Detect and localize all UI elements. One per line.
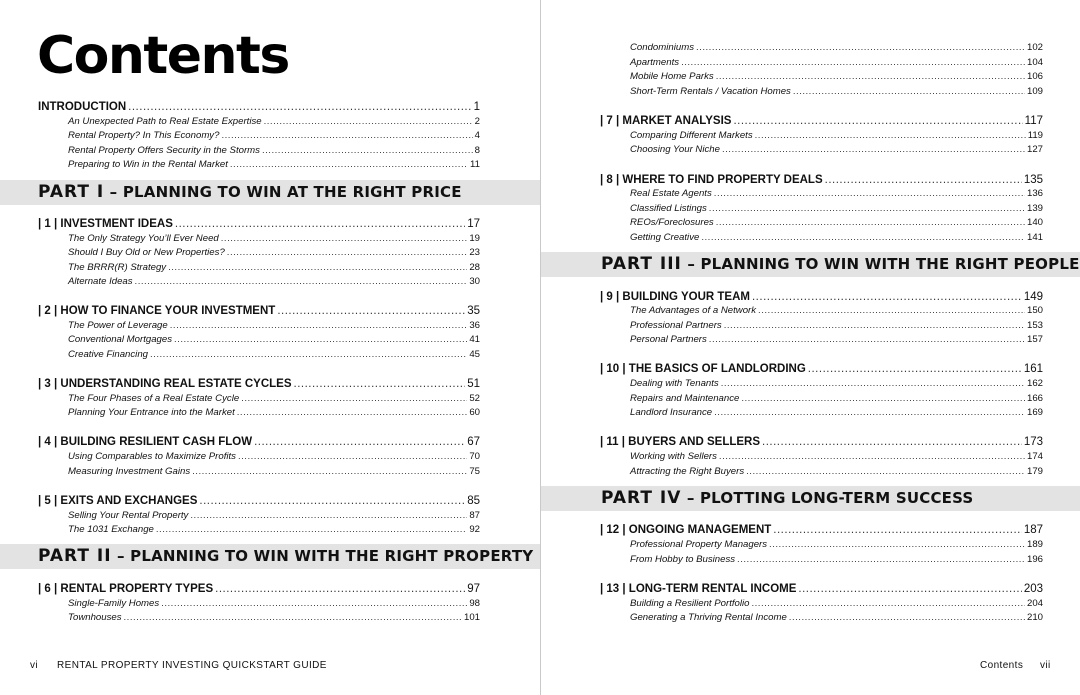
dot-leader xyxy=(128,99,471,115)
dot-leader xyxy=(230,158,468,172)
dot-leader xyxy=(701,231,1025,245)
page-number: 28 xyxy=(469,262,480,273)
toc-entry[interactable] xyxy=(630,333,1043,347)
dot-leader xyxy=(215,581,465,597)
toc-entry[interactable] xyxy=(630,231,1043,245)
toc-entry[interactable] xyxy=(68,611,480,625)
part-title: PLOTTING LONG-TERM SUCCESS xyxy=(699,489,974,507)
dot-leader xyxy=(746,465,1025,479)
part-heading xyxy=(38,544,533,569)
part-number: PART I xyxy=(38,182,105,202)
toc-entry[interactable] xyxy=(630,187,1043,201)
dot-leader xyxy=(769,538,1025,552)
page-number: 179 xyxy=(1026,466,1043,477)
dot-leader xyxy=(733,113,1022,129)
dot-leader xyxy=(716,216,1025,230)
dot-leader xyxy=(696,41,1025,55)
page-number: 1 xyxy=(473,101,480,113)
entry-label: Conventional Mortgages xyxy=(68,334,172,345)
entry-label: Classified Listings xyxy=(630,203,707,214)
dot-leader xyxy=(808,361,1022,377)
page-number: 45 xyxy=(469,349,480,360)
entry-label: Choosing Your Niche xyxy=(630,144,720,155)
page-number: 30 xyxy=(469,276,480,287)
entry-label: Rental Property Offers Security in the Storms xyxy=(68,145,260,156)
page-number: 189 xyxy=(1026,539,1043,550)
chapter-label: | 7 | MARKET ANALYSIS xyxy=(600,115,732,127)
dot-leader xyxy=(751,597,1025,611)
page-number: 196 xyxy=(1026,554,1043,565)
page-number: 75 xyxy=(469,466,480,477)
page-number: 204 xyxy=(1026,598,1043,609)
toc-entry[interactable] xyxy=(630,70,1043,84)
dot-leader xyxy=(758,304,1025,318)
dot-leader xyxy=(264,115,473,129)
dot-leader xyxy=(170,319,468,333)
dot-leader xyxy=(755,129,1026,143)
dot-leader xyxy=(714,406,1025,420)
toc-entry[interactable] xyxy=(630,41,1043,55)
entry-label: An Unexpected Path to Real Estate Expertise xyxy=(68,116,262,127)
toc-entry[interactable] xyxy=(630,129,1043,143)
dot-leader xyxy=(681,56,1025,70)
page-number: 136 xyxy=(1026,188,1043,199)
entry-label: Selling Your Rental Property xyxy=(68,510,189,521)
dot-leader xyxy=(793,85,1025,99)
part-number: PART IV xyxy=(601,488,682,508)
dot-leader xyxy=(716,70,1025,84)
page-number: 157 xyxy=(1026,334,1043,345)
toc-entry[interactable] xyxy=(68,450,480,464)
chapter-label: | 9 | BUILDING YOUR TEAM xyxy=(600,291,750,303)
page-number: 135 xyxy=(1023,174,1043,186)
entry-label: Apartments xyxy=(630,57,680,68)
page-number: 139 xyxy=(1026,203,1043,214)
page-number: 141 xyxy=(1026,232,1043,243)
dot-leader xyxy=(175,216,465,232)
page-number: 8 xyxy=(474,145,480,156)
toc-chapter-6[interactable] xyxy=(38,581,480,597)
page-number: 153 xyxy=(1026,320,1043,331)
chapter-label: | 1 | INVESTMENT IDEAS xyxy=(38,218,173,230)
entry-label: Alternate Ideas xyxy=(68,276,133,287)
toc-entry[interactable] xyxy=(630,597,1043,611)
part-banner-3 xyxy=(541,252,1080,277)
page-number: 149 xyxy=(1023,291,1043,303)
page-title: Contents xyxy=(37,26,289,86)
right-page xyxy=(540,0,1080,695)
dot-leader xyxy=(238,450,467,464)
toc-entry[interactable] xyxy=(630,611,1043,625)
dot-leader xyxy=(161,597,467,611)
toc-entry[interactable] xyxy=(68,348,480,362)
part-banner-4 xyxy=(541,486,1080,511)
page-number: 173 xyxy=(1023,436,1043,448)
dot-leader xyxy=(262,144,473,158)
toc-entry[interactable] xyxy=(630,406,1043,420)
dot-leader xyxy=(722,143,1025,157)
chapter-label: | 12 | ONGOING MANAGEMENT xyxy=(600,524,772,536)
dot-leader xyxy=(719,450,1025,464)
dot-leader xyxy=(135,275,468,289)
dot-leader xyxy=(714,187,1025,201)
page-number: 4 xyxy=(474,130,480,141)
dot-leader xyxy=(221,129,472,143)
toc-entry[interactable] xyxy=(68,465,480,479)
toc-chapter-9[interactable] xyxy=(600,289,1043,305)
entry-label: Preparing to Win in the Rental Market xyxy=(68,159,228,170)
page-number: 2 xyxy=(474,116,480,127)
chapter-label: | 11 | BUYERS AND SELLERS xyxy=(600,436,761,448)
page-number: 60 xyxy=(469,407,480,418)
entry-label: Comparing Different Markets xyxy=(630,130,753,141)
page-number: 87 xyxy=(469,510,480,521)
page-number: 140 xyxy=(1026,217,1043,228)
toc-entry[interactable] xyxy=(630,319,1043,333)
entry-label: Creative Financing xyxy=(68,349,148,360)
dot-leader xyxy=(724,319,1025,333)
part-dash: – xyxy=(687,255,696,273)
chapter-label: | 4 | BUILDING RESILIENT CASH FLOW xyxy=(38,436,253,448)
toc-entry[interactable] xyxy=(68,261,480,275)
part-number: PART III xyxy=(601,254,682,274)
entry-label: The Advantages of a Network xyxy=(630,305,757,316)
page-number: 23 xyxy=(469,247,480,258)
entry-label: Building a Resilient Portfolio xyxy=(630,598,750,609)
entry-label: Personal Partners xyxy=(630,334,707,345)
dot-leader xyxy=(221,232,468,246)
part-title: PLANNING TO WIN AT THE RIGHT PRICE xyxy=(122,183,462,201)
chapter-label: | 13 | LONG-TERM RENTAL INCOME xyxy=(600,583,797,595)
entry-label: Dealing with Tenants xyxy=(630,378,719,389)
chapter-label: | 2 | HOW TO FINANCE YOUR INVESTMENT xyxy=(38,305,276,317)
toc-entry[interactable] xyxy=(68,246,480,260)
entry-label: Using Comparables to Maximize Profits xyxy=(68,451,236,462)
dot-leader xyxy=(168,261,467,275)
footer-book-title: RENTAL PROPERTY INVESTING QUICKSTART GUIDE xyxy=(57,660,327,671)
toc-entry[interactable] xyxy=(630,216,1043,230)
toc-chapter-5[interactable] xyxy=(38,493,480,509)
entry-label: The Power of Leverage xyxy=(68,320,168,331)
chapter-label: | 8 | WHERE TO FIND PROPERTY DEALS xyxy=(600,174,823,186)
footer-page-number: vii xyxy=(1040,660,1051,671)
toc-entry[interactable] xyxy=(630,85,1043,99)
entry-label: REOs/Foreclosures xyxy=(630,217,714,228)
dot-leader xyxy=(773,522,1022,538)
page-number: 169 xyxy=(1026,407,1043,418)
page-number: 117 xyxy=(1024,115,1043,127)
dot-leader xyxy=(752,289,1022,305)
toc-entry[interactable] xyxy=(68,319,480,333)
toc-entry[interactable] xyxy=(630,450,1043,464)
toc-entry[interactable] xyxy=(630,392,1043,406)
page-number: 52 xyxy=(469,393,480,404)
page-number: 11 xyxy=(470,159,480,170)
dot-leader xyxy=(789,611,1025,625)
entry-label: From Hobby to Business xyxy=(630,554,736,565)
toc-entry[interactable] xyxy=(68,144,480,158)
toc-chapter-2[interactable] xyxy=(38,303,480,319)
chapter-label: | 5 | EXITS AND EXCHANGES xyxy=(38,495,198,507)
entry-label: Single-Family Homes xyxy=(68,598,160,609)
dot-leader xyxy=(277,303,465,319)
dot-leader xyxy=(741,392,1025,406)
entry-label: Repairs and Maintenance xyxy=(630,393,740,404)
toc-chapter-10[interactable] xyxy=(600,361,1043,377)
page-number: 203 xyxy=(1023,583,1043,595)
page-number: 67 xyxy=(467,436,480,448)
toc-entry[interactable] xyxy=(68,509,480,523)
toc-entry[interactable] xyxy=(68,275,480,289)
dot-leader xyxy=(721,377,1025,391)
entry-label: Real Estate Agents xyxy=(630,188,712,199)
chapter-label: | 6 | RENTAL PROPERTY TYPES xyxy=(38,583,214,595)
toc-chapter-introduction[interactable] xyxy=(38,99,480,115)
toc-entry[interactable] xyxy=(68,115,480,129)
part-title: PLANNING TO WIN WITH THE RIGHT PEOPLE xyxy=(700,255,1080,273)
page-number: 166 xyxy=(1026,393,1043,404)
page-number: 35 xyxy=(467,305,480,317)
entry-label: Townhouses xyxy=(68,612,122,623)
toc-entry[interactable] xyxy=(68,158,480,172)
page-number: 187 xyxy=(1023,524,1043,536)
toc-chapter-8[interactable] xyxy=(600,172,1043,188)
entry-label: Landlord Insurance xyxy=(630,407,713,418)
page-number: 98 xyxy=(469,598,480,609)
entry-label: Attracting the Right Buyers xyxy=(630,466,745,477)
toc-entry[interactable] xyxy=(68,232,480,246)
toc-entry[interactable] xyxy=(630,465,1043,479)
footer-section-name: Contents xyxy=(980,660,1024,671)
part-dash: – xyxy=(117,547,125,565)
dot-leader xyxy=(190,509,467,523)
part-banner-1 xyxy=(0,180,540,205)
part-heading xyxy=(601,486,973,511)
entry-label: The 1031 Exchange xyxy=(68,524,154,535)
entry-label: Planning Your Entrance into the Market xyxy=(68,407,235,418)
toc-entry[interactable] xyxy=(68,333,480,347)
dot-leader xyxy=(192,465,467,479)
toc-entry[interactable] xyxy=(630,56,1043,70)
page-number: 92 xyxy=(469,524,480,535)
dot-leader xyxy=(825,172,1022,188)
page-number: 51 xyxy=(467,378,480,390)
toc-entry[interactable] xyxy=(68,597,480,611)
part-number: PART II xyxy=(38,546,112,566)
page-number: 101 xyxy=(463,612,480,623)
entry-label: The BRRR(R) Strategy xyxy=(68,262,167,273)
page-number: 17 xyxy=(467,218,480,230)
dot-leader xyxy=(156,523,467,537)
page-number: 210 xyxy=(1026,612,1043,623)
part-heading xyxy=(601,252,1080,277)
toc-chapter-12[interactable] xyxy=(600,522,1043,538)
dot-leader xyxy=(199,493,465,509)
toc-entry[interactable] xyxy=(630,304,1043,318)
page-number: 70 xyxy=(469,451,480,462)
part-dash: – xyxy=(686,489,695,507)
page-number: 127 xyxy=(1026,144,1043,155)
footer-page-number: vi xyxy=(30,660,39,671)
page-number: 97 xyxy=(467,583,480,595)
dot-leader xyxy=(124,611,462,625)
entry-label: Generating a Thriving Rental Income xyxy=(630,612,787,623)
page-number: 104 xyxy=(1026,57,1043,68)
toc-chapter-11[interactable] xyxy=(600,434,1043,450)
page-number: 161 xyxy=(1023,363,1043,375)
page-number: 36 xyxy=(469,320,480,331)
entry-label: Measuring Investment Gains xyxy=(68,466,191,477)
dot-leader xyxy=(227,246,468,260)
entry-label: Rental Property? In This Economy? xyxy=(68,130,220,141)
toc-chapter-1[interactable] xyxy=(38,216,480,232)
toc-entry[interactable] xyxy=(68,392,480,406)
dot-leader xyxy=(241,392,467,406)
toc-entry[interactable] xyxy=(630,143,1043,157)
page-number: 119 xyxy=(1027,130,1043,141)
toc-chapter-4[interactable] xyxy=(38,434,480,450)
page-number: 106 xyxy=(1026,71,1043,82)
dot-leader xyxy=(150,348,467,362)
dot-leader xyxy=(709,333,1025,347)
entry-label: Should I Buy Old or New Properties? xyxy=(68,247,225,258)
dot-leader xyxy=(709,202,1025,216)
toc-entry[interactable] xyxy=(630,377,1043,391)
entry-label: The Only Strategy You’ll Ever Need xyxy=(68,233,219,244)
entry-label: Professional Property Managers xyxy=(630,539,768,550)
chapter-label: | 10 | THE BASICS OF LANDLORDING xyxy=(600,363,806,375)
page-number: 174 xyxy=(1026,451,1043,462)
dot-leader xyxy=(737,553,1025,567)
toc-chapter-3[interactable] xyxy=(38,376,480,392)
page-number: 109 xyxy=(1026,86,1043,97)
toc-chapter-13[interactable] xyxy=(600,581,1043,597)
toc-entry[interactable] xyxy=(630,202,1043,216)
page-number: 85 xyxy=(467,495,480,507)
page-number: 102 xyxy=(1026,42,1043,53)
toc-entry[interactable] xyxy=(630,553,1043,567)
entry-label: The Four Phases of a Real Estate Cycle xyxy=(68,393,240,404)
page-number: 41 xyxy=(469,334,480,345)
dot-leader xyxy=(798,581,1021,597)
entry-label: Professional Partners xyxy=(630,320,722,331)
chapter-label: | 3 | UNDERSTANDING REAL ESTATE CYCLES xyxy=(38,378,292,390)
part-title: PLANNING TO WIN WITH THE RIGHT PROPERTY xyxy=(130,547,534,565)
dot-leader xyxy=(294,376,466,392)
part-dash: – xyxy=(109,183,118,201)
part-heading xyxy=(38,180,462,205)
page-number: 19 xyxy=(469,233,480,244)
dot-leader xyxy=(174,333,467,347)
toc-entry[interactable] xyxy=(68,406,480,420)
chapter-label: INTRODUCTION xyxy=(38,101,127,113)
entry-label: Working with Sellers xyxy=(630,451,717,462)
entry-label: Condominiums xyxy=(630,42,694,53)
entry-label: Mobile Home Parks xyxy=(630,71,714,82)
toc-entry[interactable] xyxy=(68,523,480,537)
dot-leader xyxy=(762,434,1022,450)
page-number: 162 xyxy=(1026,378,1043,389)
dot-leader xyxy=(254,434,465,450)
entry-label: Getting Creative xyxy=(630,232,700,243)
toc-entry[interactable] xyxy=(68,129,480,143)
page-number: 150 xyxy=(1026,305,1043,316)
toc-entry[interactable] xyxy=(630,538,1043,552)
toc-chapter-7[interactable] xyxy=(600,113,1043,129)
dot-leader xyxy=(237,406,468,420)
entry-label: Short-Term Rentals / Vacation Homes xyxy=(630,86,791,97)
part-banner-2 xyxy=(0,544,540,569)
